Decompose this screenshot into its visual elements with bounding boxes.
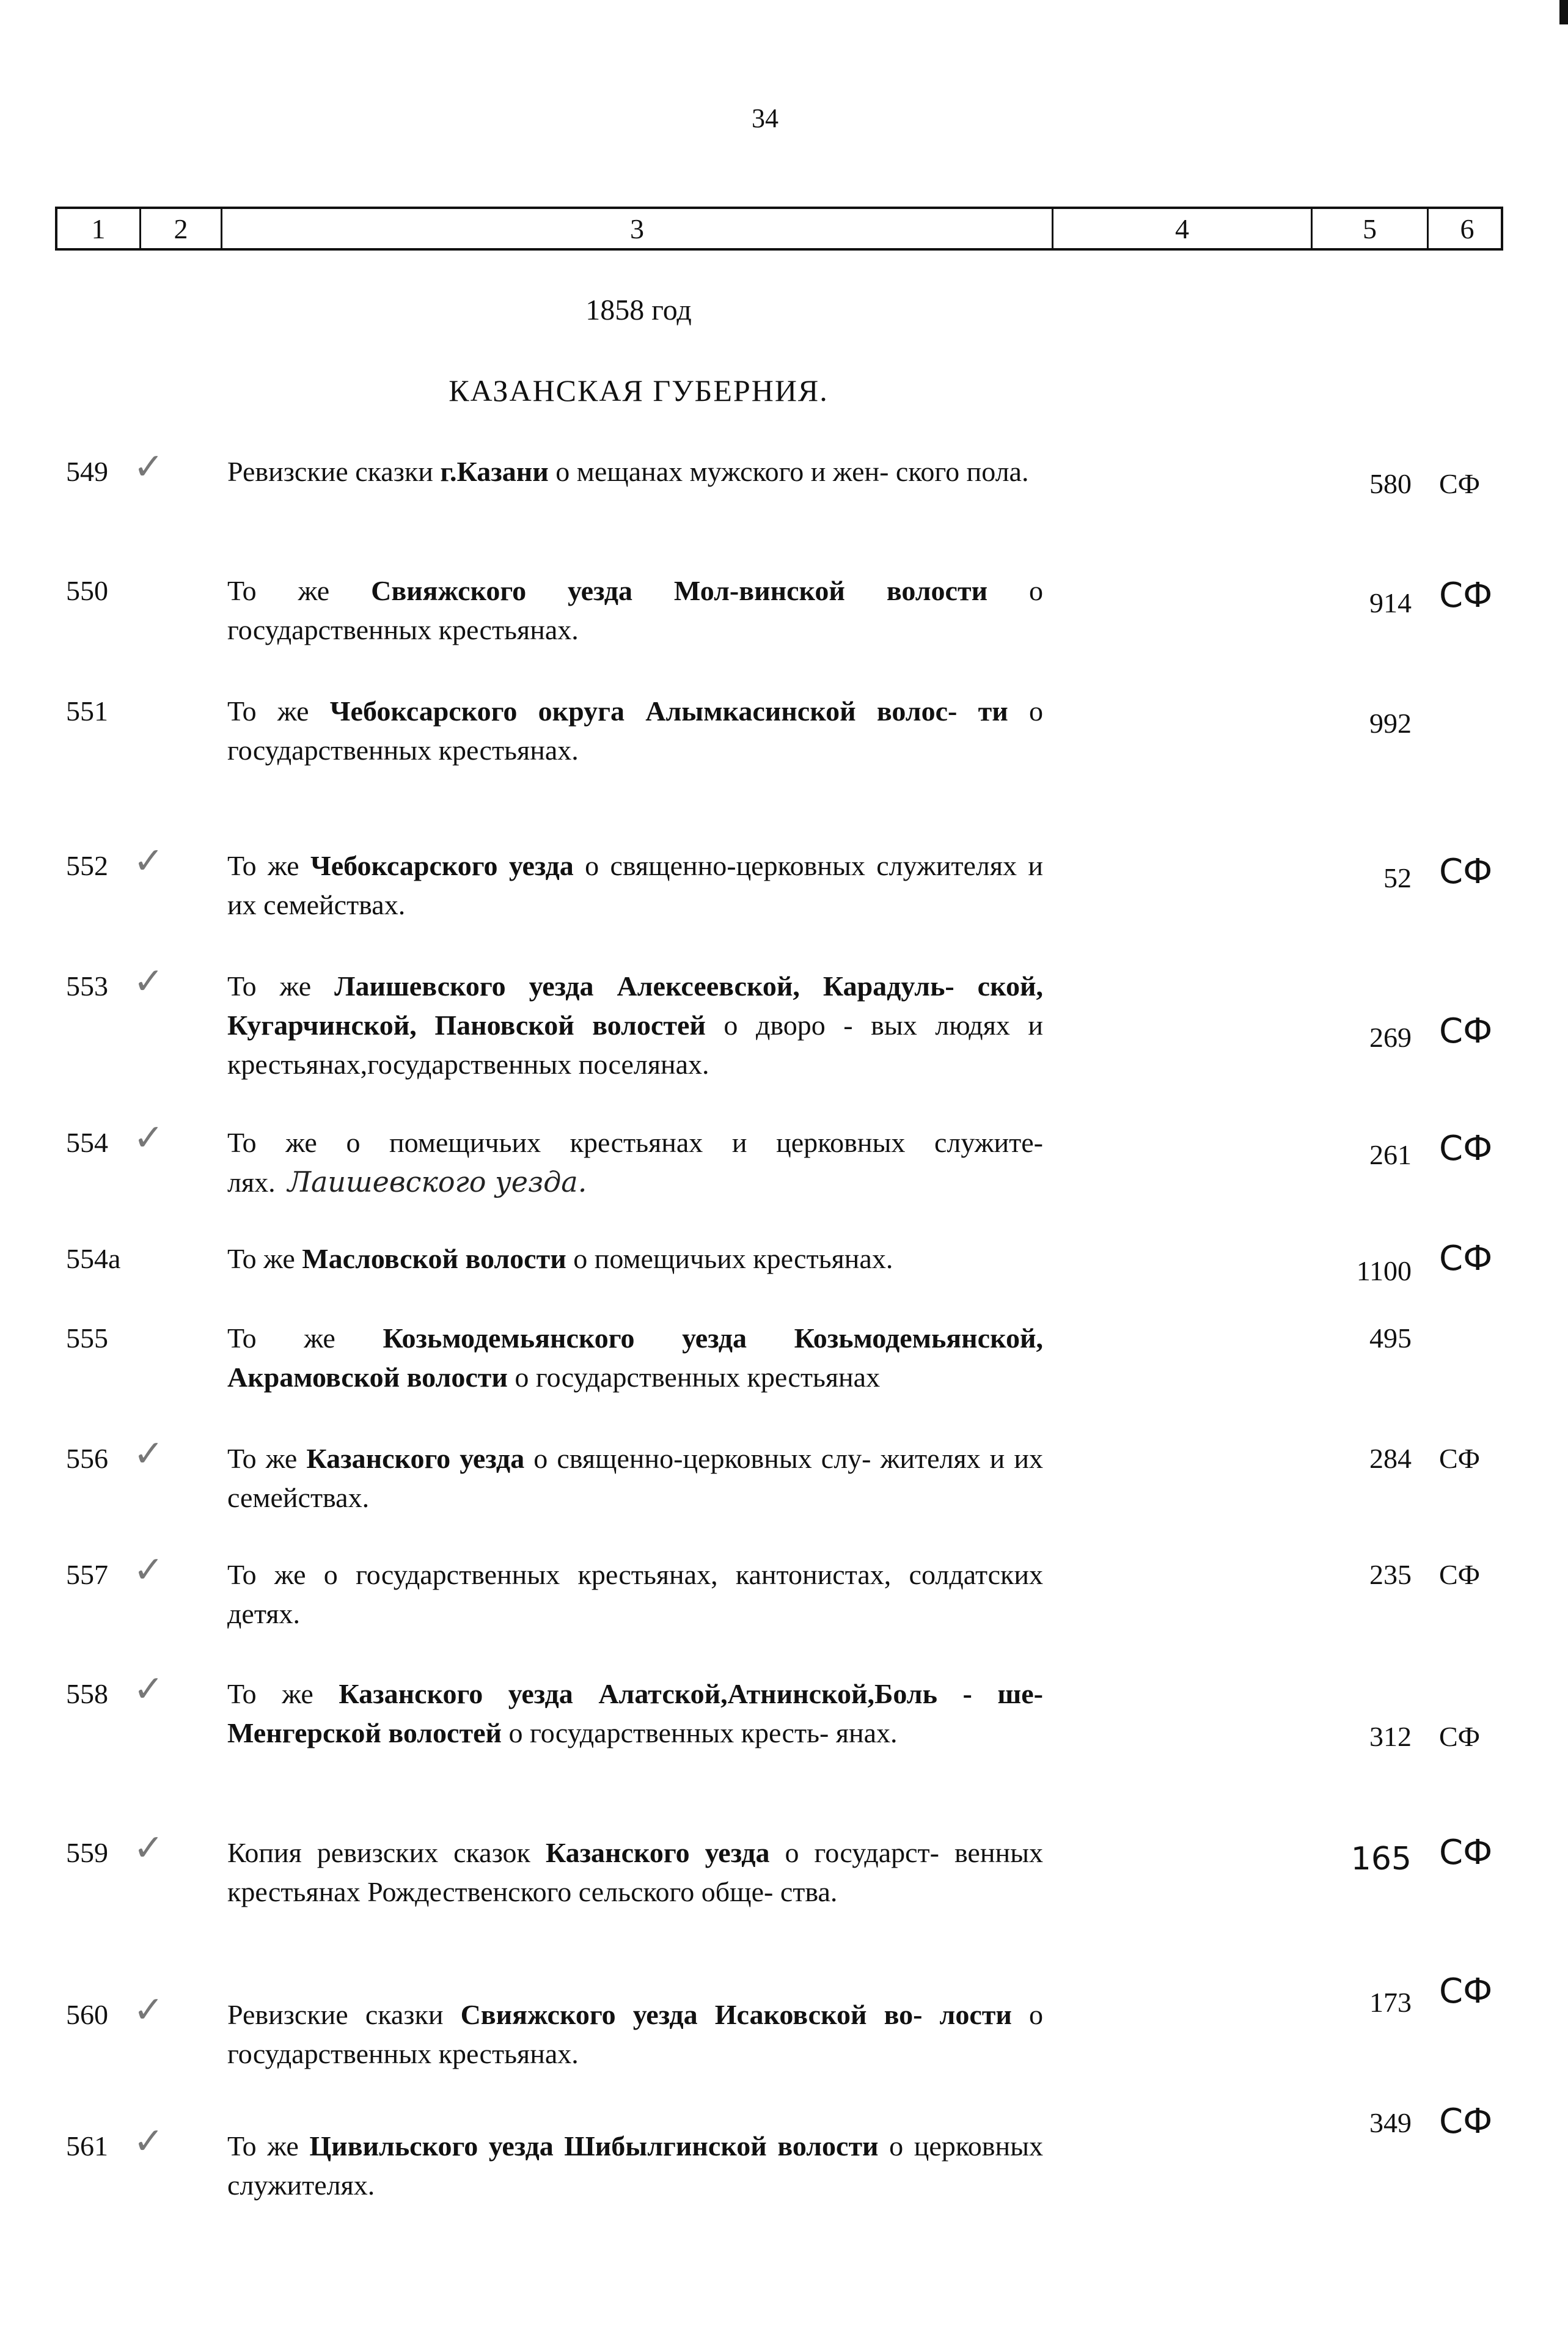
entry-fund-mark: СФ — [1439, 1239, 1493, 1278]
entry-number: 556 — [66, 1443, 108, 1474]
entry-fund-mark: СФ — [1439, 1833, 1493, 1872]
description-segment: о государственных крестьянах. — [227, 695, 1043, 766]
entry-fund-mark: СФ — [1439, 1011, 1493, 1051]
entry-fund-mark: СФ — [1439, 1559, 1481, 1590]
description-bold-segment: Казанского уезда — [306, 1443, 525, 1474]
description-segment: То же — [227, 970, 335, 1002]
description-segment: То же — [227, 850, 310, 881]
entry-number: 549 — [66, 456, 108, 487]
checkmark-icon: ✓ — [133, 2120, 164, 2163]
description-segment: о государственных крестьянах. — [227, 575, 1044, 645]
entry-number: 560 — [66, 1999, 108, 2030]
entry-number: 550 — [66, 575, 108, 606]
column-header-5: 5 — [1313, 209, 1429, 248]
description-segment: То же о государственных крестьянах, кантонистах, солдатских детях. — [227, 1559, 1043, 1629]
entry-description — [227, 1995, 1043, 2074]
description-bold-segment: Казанского уезда Алатской,Атнинской,Боль - ше-Менгерской волостей — [227, 1678, 1044, 1748]
entry-number: 558 — [66, 1678, 108, 1709]
description-segment: То же — [227, 2130, 310, 2162]
checkmark-icon: ✓ — [133, 840, 164, 882]
description-segment: о дворо - вых людях и крестьянах,государственных поселянах. — [227, 1010, 1043, 1080]
entry-count: 914 — [1369, 587, 1412, 618]
description-segment: То же — [227, 1443, 307, 1474]
description-bold-segment: г.Казани — [440, 456, 549, 487]
column-header-table — [55, 207, 1503, 251]
entry-description — [227, 846, 1043, 925]
entry-description — [227, 967, 1043, 1084]
checkmark-icon: ✓ — [133, 1117, 164, 1159]
entry-count: 580 — [1369, 468, 1412, 499]
checkmark-icon: ✓ — [133, 1432, 164, 1475]
entry-description — [227, 1123, 1043, 1202]
entry-fund-mark: СФ — [1439, 1129, 1493, 1168]
description-bold-segment: Чебоксарского уезда — [310, 850, 574, 881]
checkmark-icon: ✓ — [133, 1549, 164, 1591]
entry-count: 269 — [1369, 1022, 1412, 1053]
entry-description — [227, 1833, 1043, 1912]
entry-fund-mark: СФ — [1439, 468, 1481, 499]
checkmark-icon: ✓ — [133, 1668, 164, 1711]
description-segment: Ревизские сказки — [227, 456, 441, 487]
entry-description — [227, 1674, 1043, 1753]
entry-description — [227, 1555, 1043, 1634]
entry-fund-mark: СФ — [1439, 576, 1493, 615]
description-segment: о церковных служителях. — [227, 2130, 1043, 2201]
description-segment: То же о помещичьих крестьянах и церковных служите- лях. — [227, 1127, 1043, 1198]
checkmark-icon: ✓ — [133, 1827, 164, 1869]
entry-description — [227, 1319, 1043, 1397]
entry-description — [227, 1239, 1043, 1278]
description-segment: То же — [227, 1678, 339, 1709]
description-bold-segment: Цивильского уезда Шибылгинской волости — [309, 2130, 879, 2162]
year-heading: 1858 год — [585, 294, 692, 326]
corner-mark — [1559, 0, 1568, 24]
entry-description — [227, 692, 1043, 770]
entry-number: 551 — [66, 695, 108, 727]
column-header-2: 2 — [141, 209, 222, 248]
entry-number: 552 — [66, 850, 108, 881]
handwritten-note: Лаишевского уезда. — [287, 1165, 587, 1198]
entry-number: 554 — [66, 1127, 108, 1158]
column-header-1: 1 — [57, 209, 141, 248]
description-segment: о государственных крестьянах — [507, 1362, 881, 1393]
entry-fund-mark: СФ — [1439, 1971, 1493, 2011]
description-segment: Копия ревизских сказок — [227, 1837, 546, 1868]
entry-count: 495 — [1369, 1322, 1412, 1354]
description-segment: Ревизские сказки — [227, 1999, 461, 2030]
entry-fund-mark: СФ — [1439, 852, 1493, 892]
entry-count: 1100 — [1356, 1255, 1412, 1286]
entry-count: 284 — [1369, 1443, 1412, 1474]
entry-count: 52 — [1383, 862, 1412, 893]
column-header-6: 6 — [1460, 213, 1475, 244]
entry-number: 559 — [66, 1837, 108, 1868]
description-bold-segment: Масловской волости — [302, 1243, 566, 1274]
description-bold-segment: Чебоксарского округа Алымкасинской волос- ти — [329, 695, 1008, 727]
entry-fund-mark: СФ — [1439, 1721, 1481, 1752]
region-heading: КАЗАНСКАЯ ГУБЕРНИЯ. — [449, 373, 829, 408]
column-header-4: 4 — [1053, 209, 1313, 248]
entry-count: 173 — [1369, 1987, 1412, 2018]
entry-count: 312 — [1369, 1721, 1412, 1752]
entry-number: 555 — [66, 1322, 108, 1354]
description-segment: о священно-церковных служителях и их семействах. — [227, 850, 1043, 920]
entry-description — [227, 571, 1043, 650]
description-segment: То же — [227, 1243, 302, 1274]
description-segment: То же — [227, 575, 372, 606]
entry-number: 561 — [66, 2130, 108, 2162]
entry-description — [227, 2127, 1043, 2205]
column-header-3: 3 — [222, 209, 1053, 248]
entry-count: 349 — [1369, 2107, 1412, 2138]
page-number: 34 — [752, 103, 779, 133]
entry-description — [227, 1439, 1043, 1517]
description-segment: о государственных крестьянах. — [227, 1999, 1044, 2069]
entry-fund-mark: СФ — [1439, 2102, 1493, 2141]
checkmark-icon: ✓ — [133, 960, 164, 1003]
entry-count: 992 — [1369, 708, 1412, 739]
entry-fund-mark: СФ — [1439, 1443, 1481, 1474]
entry-description — [227, 452, 1043, 491]
description-segment: о государственных кресть- янах. — [502, 1717, 898, 1748]
description-segment: о священно-церковных слу- жителях и их семействах. — [227, 1443, 1043, 1513]
description-bold-segment: Лаишевского уезда Алексеевской, Карадуль- ской, Кугарчинской, Пановской волостей — [227, 970, 1044, 1041]
description-segment: То же — [227, 1322, 383, 1354]
description-bold-segment: Свияжского уезда Исаковской во- лости — [460, 1999, 1012, 2030]
entry-number: 557 — [66, 1559, 108, 1590]
description-bold-segment: Свияжского уезда Мол-винской волости — [371, 575, 988, 606]
entry-count: 261 — [1369, 1139, 1412, 1170]
checkmark-icon: ✓ — [133, 1989, 164, 2031]
description-segment: о государст- венных крестьянах Рождественского сельского обще- ства. — [227, 1837, 1043, 1907]
entry-count: 165 — [1350, 1841, 1412, 1877]
description-segment: о помещичьих крестьянах. — [566, 1243, 893, 1274]
description-segment: о мещанах мужского и жен- ского пола. — [548, 456, 1029, 487]
checkmark-icon: ✓ — [133, 446, 164, 488]
entry-number: 554а — [66, 1243, 121, 1274]
description-bold-segment: Козьмодемьянского уезда Козьмодемьянской, Акрамовской волости — [227, 1322, 1043, 1393]
description-bold-segment: Казанского уезда — [545, 1837, 770, 1868]
entry-count: 235 — [1369, 1559, 1412, 1590]
entry-number: 553 — [66, 970, 108, 1002]
description-segment: То же — [227, 695, 330, 727]
